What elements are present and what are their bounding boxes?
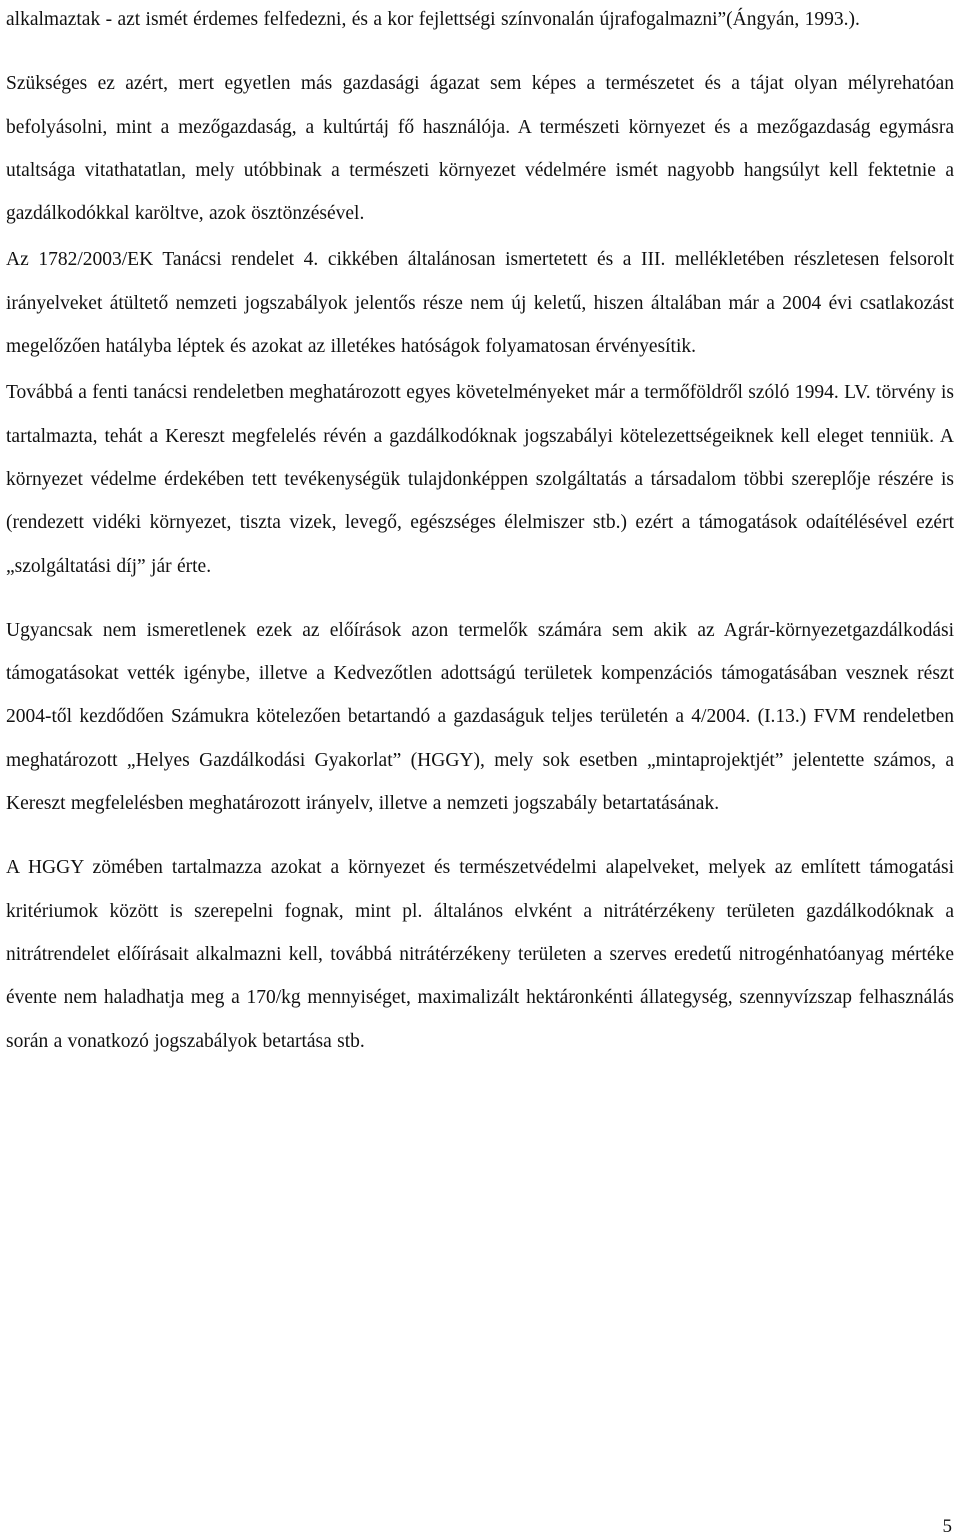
paragraph-2: Szükséges ez azért, mert egyetlen más gazdasági ágazat sem képes a természetet és a tájat olyan mélyrehatóan befolyásolni, mint a mezőgazdaság, a kultúrtáj fő használója. A természeti környezet és a mezőgazdaság egymásra utaltsága vitathatatlan, mely utóbbinak a természeti környezet védelmére ismét nagyobb hangsúlyt kell fektetnie a gazdálkodókkal karöltve, azok ösztönzésével. <box>6 73 954 225</box>
paragraph-3: Az 1782/2003/EK Tanácsi rendelet 4. cikkében általánosan ismertetett és a III. mellékletében részletesen felsorolt irányelveket átültető nemzeti jogszabályok jelentős része nem új keletű, hiszen általában már a 2004 évi csatlakozást megelőzően hatályba léptek és azokat az illetékes hatóságok folyamatosan érvényesítik. <box>6 249 954 358</box>
paragraph-5: Ugyancsak nem ismeretlenek ezek az előírások azon termelők számára sem akik az Agrár-környezetgazdálkodási támogatásokat vették igénybe, illetve a Kedvezőtlen adottságú területek kompenzációs támogatásában vesznek részt 2004-től kezdődően Számukra kötelezően betartandó a gazdaságuk teljes területén a 4/2004. (I.13.) FVM rendeletben meghatározott „Helyes Gazdálkodási Gyakorlat” (HGGY), mely sok esetben „mintaprojektjét” jelentette számos, a Kereszt megfelelésben meghatározott irányelv, illetve a nemzeti jogszabály betartatásának. <box>6 619 954 815</box>
page-number: 5 <box>942 1516 952 1537</box>
paragraph-6: A HGGY zömében tartalmazza azokat a környezet és természetvédelmi alapelveket, melyek az említett támogatási kritériumok között is szerepelni fognak, mint pl. általános elvként a nitrátérzékeny területen gazdálkodóknak a nitrátrendelet előírásait alkalmazni kell, továbbá nitrátérzékeny területen a szerves eredetű nitrogénhatóanyag mértéke évente nem haladhatja meg a 170/kg mennyiséget, maximalizált hektáronkénti állategység, szennyvízszap felhasználás során a vonatkozó jogszabályok betartása stb. <box>6 857 954 1052</box>
document-body <box>6 0 954 1063</box>
paragraph-1: alkalmaztak - azt ismét érdemes felfedezni, és a kor fejlettségi színvonalán újrafogalmazni”(Ángyán, 1993.). <box>6 9 860 30</box>
paragraph-4: Továbbá a fenti tanácsi rendeletben meghatározott egyes követelményeket már a termőföldről szóló 1994. LV. törvény is tartalmazta, tehát a Kereszt megfelelés révén a gazdálkodóknak jogszabályi kötelezettségeiknek kell eleget tenniük. A környezet védelme érdekében tett tevékenységük tulajdonképpen szolgáltatás a társadalom többi szereplője részére is (rendezett vidéki környezet, tiszta vizek, levegő, egészséges élelmiszer stb.) ezért a támogatások odaítélésével ezért „szolgáltatási díj” jár érte. <box>6 382 954 577</box>
